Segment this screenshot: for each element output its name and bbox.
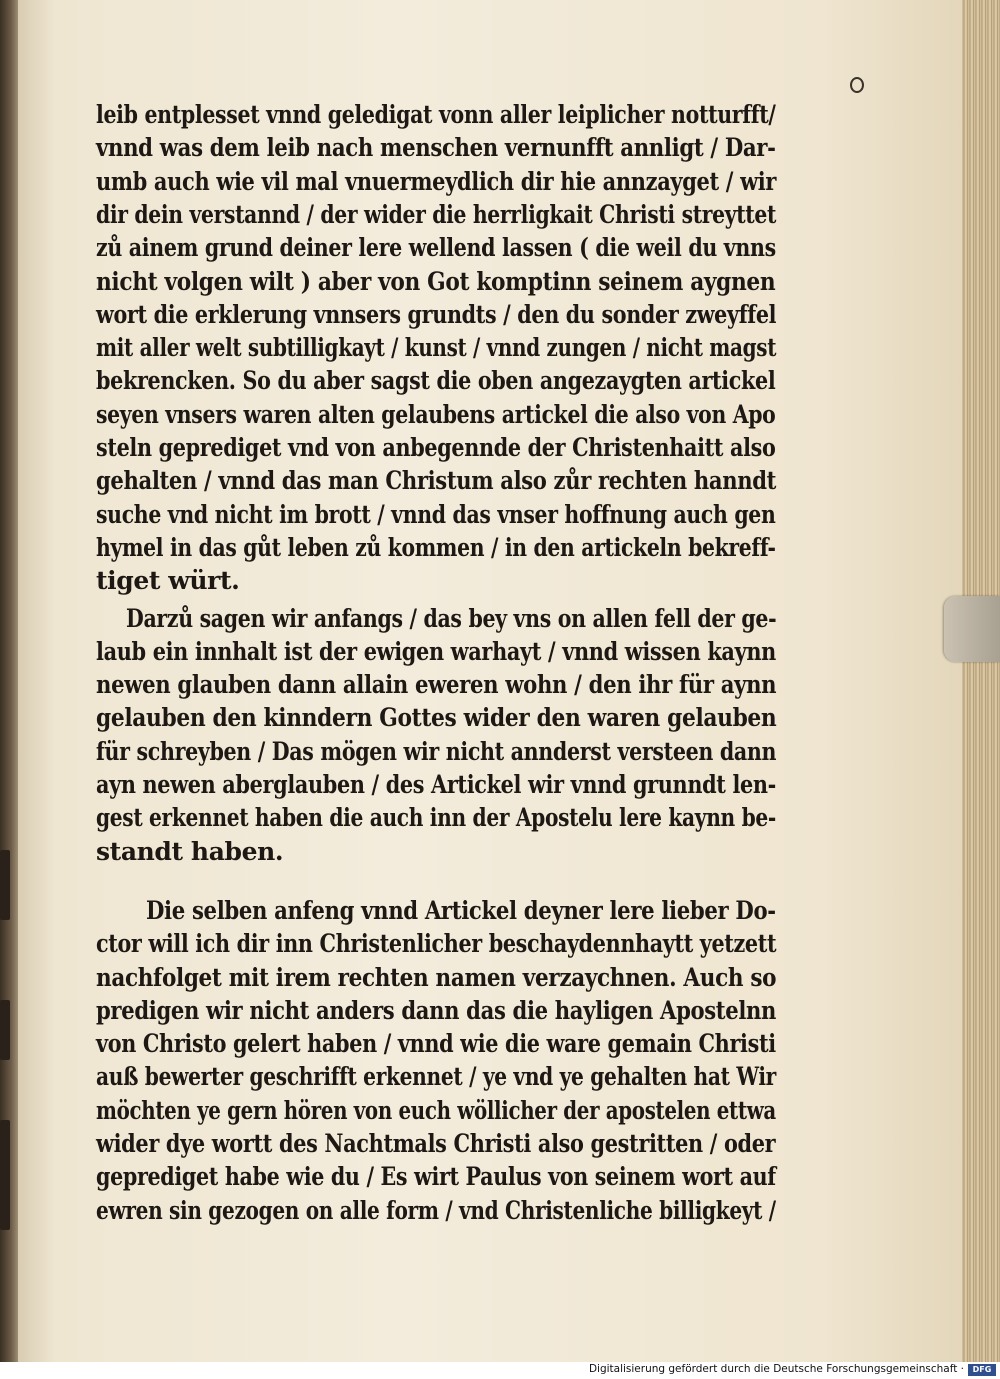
text-line: suche vnd nicht im brott / vnnd das vnser hoffnung auch gen: [96, 499, 776, 529]
ring-mark: [850, 77, 864, 93]
text-line: seyen vnsers waren alten gelaubens artickel die also von Apo: [96, 399, 776, 429]
text-line: newen glauben dann allain eweren wohn / den ihr für aynn: [96, 670, 777, 700]
text-line: ayn newen aberglauben / des Artickel wir vnnd grunndt len-: [96, 770, 776, 799]
dfg-logo: DFG: [968, 1364, 996, 1376]
text-line: nachfolget mit irem rechten namen verzaychnen. Auch so: [96, 962, 777, 992]
text-line: von Christo gelert haben / vnnd wie die ware gemain Christi: [96, 1029, 776, 1059]
text-line: nicht volgen wilt ) aber von Got komptinn seinem aygnen: [96, 266, 776, 296]
text-line: für schreyben / Das mögen wir nicht annderst versteen dann: [96, 736, 777, 766]
text-line: laub ein innhalt ist der ewigen warhayt / vnnd wissen kaynn: [96, 636, 776, 666]
page-tab-marker: [944, 596, 1000, 662]
text-line: Die selben anfeng vnnd Artickel deyner lere lieber Do-: [146, 895, 776, 925]
text-line: gelauben den kinndern Gottes wider den waren gelauben: [96, 703, 777, 733]
text-line: predigen wir nicht anders dann das die hayligen Apostelnn: [96, 995, 777, 1025]
text-line: auß bewerter geschrifft erkennet / ye vnd ye gehalten hat Wir: [96, 1062, 776, 1092]
page-edges-right: [962, 0, 1000, 1362]
text-line: gest erkennet haben die auch inn der Apostelu lere kaynn be-: [96, 803, 776, 833]
text-line: vnnd was dem leib nach menschen vernunfft annligt / Dar-: [96, 133, 776, 163]
text-line: ctor will ich dir inn Christenlicher beschaydennhaytt yetzett: [96, 929, 777, 959]
text-line: mit aller welt subtilligkayt / kunst / vnnd zungen / nicht magst: [96, 333, 777, 363]
text-line: dir dein verstannd / der wider die herrligkait Christi streyttet: [96, 199, 777, 229]
text-line: gehalten / vnnd das man Christum also zůr rechten hanndt: [96, 466, 777, 496]
text-line: zů ainem grund deiner lere wellend lassen ( die weil du vnns: [96, 233, 776, 263]
text-line: hymel in das gůt leben zů kommen / in den artickeln bekreff-: [96, 532, 776, 562]
text-line: umb auch wie vil mal vnuermeydlich dir hie annzayget / wir: [96, 166, 777, 196]
text-line: wider dye wortt des Nachtmals Christi also gestritten / oder: [96, 1129, 776, 1158]
funding-credit: Digitalisierung gefördert durch die Deutsche Forschungsgemeinschaft ·: [588, 1363, 964, 1375]
text-line: standt haben.: [96, 836, 284, 866]
footer-bar: [0, 1362, 1000, 1379]
text-line: tiget würt.: [96, 566, 240, 596]
text-line: geprediget habe wie du / Es wirt Paulus von seinem wort auf: [96, 1162, 776, 1192]
text-line: möchten ye gern hören von euch wöllicher der apostelen ettwa: [96, 1095, 776, 1125]
text-line: ewren sin gezogen on alle form / vnd Christenliche billigkeyt /: [96, 1195, 776, 1225]
text-line: steln geprediget vnd von anbegennde der Christenhaitt also: [96, 433, 776, 462]
margin-mark: [0, 1120, 10, 1230]
text-line: wort die erklerung vnnsers grundts / den du sonder zweyffel: [96, 299, 777, 329]
margin-mark: [0, 850, 10, 920]
text-line: bekrencken. So du aber sagst die oben angezaygten artickel: [96, 366, 776, 396]
text-line: leib entplesset vnnd geledigat vonn aller leiplicher notturfft/: [96, 100, 776, 129]
text-line: Darzů sagen wir anfangs / das bey vns on allen fell der ge-: [126, 603, 777, 633]
margin-mark: [0, 1000, 10, 1060]
